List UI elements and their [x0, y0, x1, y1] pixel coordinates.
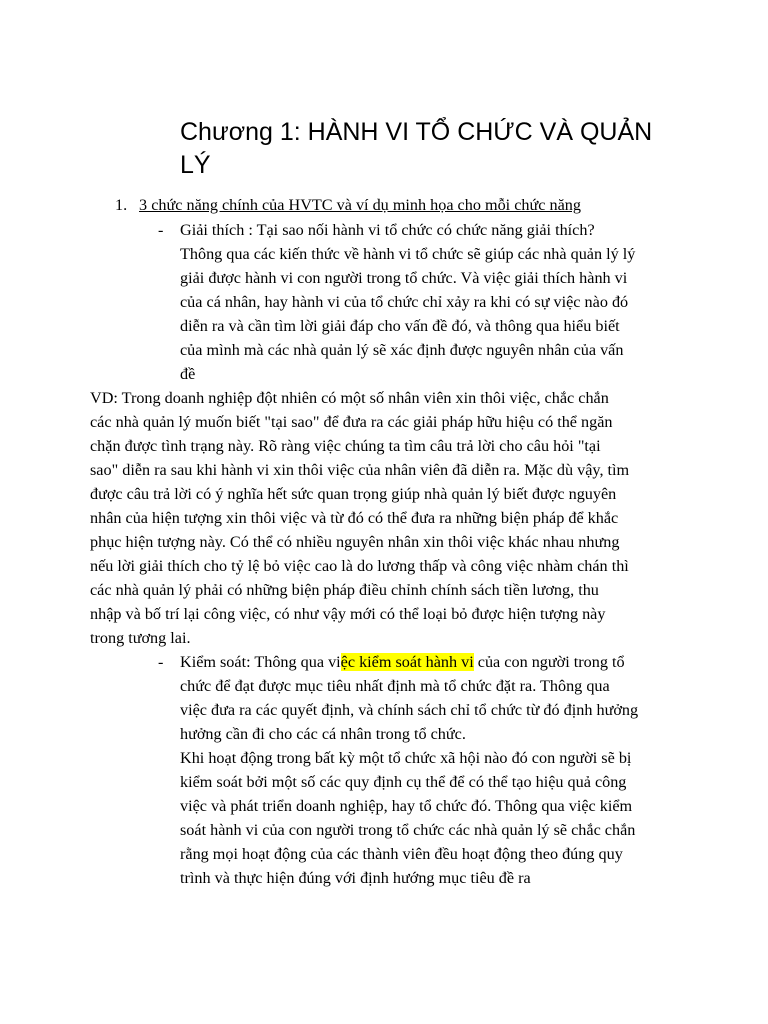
text-line: soát hành vi của con người trong tổ chức các nhà quản lý sẽ chắc chắn — [180, 821, 636, 839]
text-line: VD: Trong doanh nghiệp đột nhiên có một số nhân viên xin thôi việc, chắc chắn — [90, 389, 609, 407]
text-line: chặn được tình trạng này. Rõ ràng việc chúng ta tìm câu trả lời cho câu hỏi "tại — [90, 437, 601, 455]
text-line: của mình mà các nhà quản lý sẽ xác định được nguyên nhân của vấn — [180, 341, 624, 359]
section-heading-text: 3 chức năng chính của HVTC và ví dụ minh họa cho mỗi chức năng — [139, 196, 581, 214]
text-line: đề — [180, 365, 196, 383]
example-paragraph — [90, 386, 690, 650]
text-line: hưởng cần đi cho các cá nhân trong tổ chức. — [180, 725, 466, 743]
bullet-control — [158, 650, 688, 890]
text-line: chức để đạt được mục tiêu nhất định mà tổ chức đặt ra. Thông qua — [180, 677, 610, 695]
text-line: trong tương lai. — [90, 629, 191, 647]
section-number: 1. — [115, 196, 128, 214]
text-segment: của con người trong tổ — [473, 653, 625, 671]
text-line: được câu trả lời có ý nghĩa hết sức quan trọng giúp nhà quản lý biết được nguyên — [90, 485, 617, 503]
bullet-dash: - — [158, 653, 164, 671]
text-line: trình và thực hiện đúng với định hướng mục tiêu đề ra — [180, 869, 531, 887]
bullet-body — [180, 218, 688, 386]
text-line: Thông qua các kiến thức về hành vi tổ chức sẽ giúp các nhà quản lý lý — [180, 245, 636, 263]
text-segment: Kiểm soát: Thông qua vi — [180, 653, 341, 671]
bullet-dash: - — [158, 221, 164, 239]
bullet-explanation — [158, 218, 688, 386]
bullet-body — [180, 650, 688, 890]
text-line: phục hiện tượng này. Có thể có nhiều nguyên nhân xin thôi việc khác nhau nhưng — [90, 533, 620, 551]
text-line: của cá nhân, hay hành vi của tổ chức chỉ xảy ra khi có sự việc nào đó — [180, 293, 629, 311]
text-line: rằng mọi hoạt động của các thành viên đều hoạt động theo đúng quy — [180, 845, 623, 863]
chapter-title — [180, 116, 700, 182]
text-line: các nhà quản lý phải có những biện pháp điều chỉnh chính sách tiền lương, thu — [90, 581, 599, 599]
text-line: việc đưa ra các quyết định, và chính sách chỉ tổ chức từ đó định hưởng — [180, 701, 639, 719]
text-line: kiểm soát bởi một số các quy định cụ thể để có thể tạo hiệu quả công — [180, 773, 627, 791]
text-line: việc và phát triển doanh nghiệp, hay tổ chức đó. Thông qua việc kiểm — [180, 797, 633, 815]
text-line: giải được hành vi con người trong tổ chức. Và việc giải thích hành vi — [180, 269, 628, 287]
chapter-title-line: LÝ — [180, 151, 211, 179]
text-line-with-highlight — [180, 650, 688, 674]
highlighted-text: ệc kiểm soát hành vi — [340, 653, 474, 671]
section-heading — [115, 193, 715, 217]
chapter-title-line: Chương 1: HÀNH VI TỔ CHỨC VÀ QUẢN — [180, 118, 653, 146]
text-line: diễn ra và cần tìm lời giải đáp cho vấn đề đó, và thông qua hiểu biết — [180, 317, 620, 335]
text-line: sao" diễn ra sau khi hành vi xin thôi việc của nhân viên đã diễn ra. Mặc dù vậy, tìm — [90, 461, 630, 479]
text-line: nhập và bố trí lại công việc, có như vậy mới có thể loại bỏ được hiện tượng này — [90, 605, 606, 623]
text-line: nhân của hiện tượng xin thôi việc và từ đó có thể đưa ra những biện pháp để khắc — [90, 509, 619, 527]
text-line: Giải thích : Tại sao nối hành vi tổ chức có chức năng giải thích? — [180, 221, 595, 239]
text-line: nếu lời giải thích cho tỷ lệ bỏ việc cao là do lương thấp và công việc nhàm chán thì — [90, 557, 629, 575]
text-line: Khi hoạt động trong bất kỳ một tổ chức xã hội nào đó con người sẽ bị — [180, 749, 632, 767]
text-line: các nhà quản lý muốn biết "tại sao" để đưa ra các giải pháp hữu hiệu có thể ngăn — [90, 413, 613, 431]
